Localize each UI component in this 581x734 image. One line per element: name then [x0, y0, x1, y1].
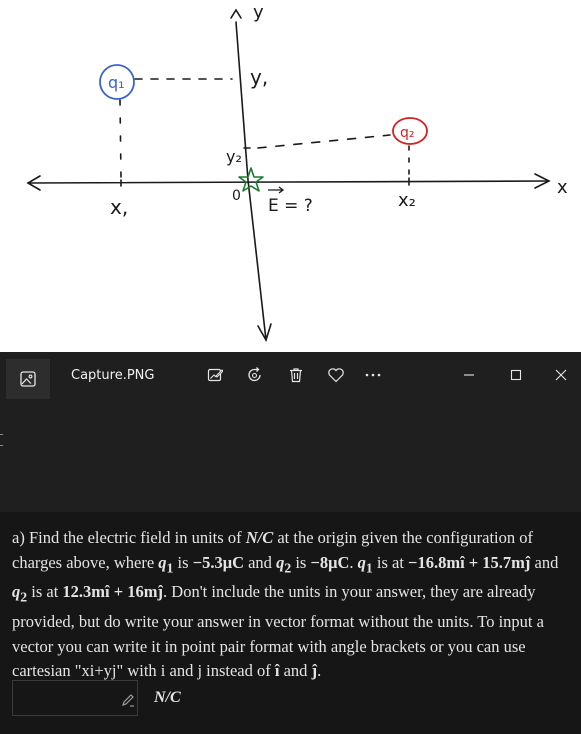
- delete-icon: [288, 367, 304, 383]
- delete-button[interactable]: [283, 352, 309, 398]
- coordinate-sketch: [0, 0, 581, 352]
- photo-icon: [19, 370, 37, 388]
- q2-symbol: q: [276, 552, 285, 572]
- axis-x-label: x: [557, 177, 568, 198]
- y1-label: y,: [250, 65, 269, 89]
- q2-symbol: q: [12, 582, 21, 602]
- question-part: is: [291, 552, 311, 572]
- close-button[interactable]: [541, 352, 581, 398]
- x-axis-line: [28, 181, 548, 183]
- minimize-icon: [463, 369, 475, 381]
- photo-viewer-window: [0, 352, 581, 734]
- favorite-button[interactable]: [323, 352, 349, 398]
- y-axis-arrow-up: [231, 10, 241, 18]
- question-part: is: [173, 552, 193, 572]
- question-part: and: [279, 661, 312, 681]
- answer-units: N/C: [154, 689, 181, 706]
- origin-star-icon: [239, 168, 263, 191]
- q1-vertical-guide: [120, 100, 121, 178]
- q1-position: −16.8mî + 15.7mĵ: [408, 552, 531, 572]
- question-part: and: [530, 552, 559, 572]
- j-hat: ĵ: [311, 661, 318, 681]
- q1-label: q₁: [108, 73, 125, 92]
- close-icon: [555, 369, 567, 381]
- question-part: is at: [27, 582, 63, 602]
- x1-label: x,: [110, 195, 129, 219]
- answer-field-wrapper: [12, 680, 138, 716]
- sketch-image: [0, 0, 581, 352]
- y2-label: y₂: [226, 147, 242, 166]
- minimize-button[interactable]: [449, 352, 489, 398]
- title-bar[interactable]: [0, 352, 581, 398]
- rotate-button[interactable]: [242, 352, 268, 398]
- field-vector-arrow: [268, 187, 283, 193]
- q2-label: q₂: [400, 125, 415, 141]
- q2-subscript: 2: [284, 559, 292, 575]
- more-icon: [364, 372, 382, 378]
- more-options-button[interactable]: [360, 352, 386, 398]
- heart-icon: [327, 367, 345, 383]
- pencil-icon: [120, 692, 136, 708]
- q2-subscript: 2: [20, 589, 28, 605]
- file-name: Capture.PNG: [71, 368, 155, 383]
- question-part: .: [317, 661, 322, 681]
- q1-subscript: 1: [166, 559, 174, 575]
- edit-image-button[interactable]: [202, 352, 228, 398]
- q1-symbol: q: [357, 552, 366, 572]
- q1-charge-value: −5.3μC: [192, 552, 244, 572]
- question-part: . Don't include the units in your answer, they are already provided, but do write your answer in vector format without the units. To input a vector you can write it in point pair format with angle brackets or you can use cartesian "xi+yj" with i and j instead of: [12, 582, 544, 681]
- q1-symbol: q: [158, 552, 167, 572]
- question-part: at the origin given the configuration of charges above, where: [12, 528, 534, 572]
- maximize-button[interactable]: [496, 352, 536, 398]
- i-hat: î: [274, 661, 280, 681]
- rotate-icon: [246, 366, 264, 384]
- question-part: and: [243, 552, 277, 572]
- app-icon-button[interactable]: [6, 359, 50, 399]
- q2-charge-value: −8μC: [310, 552, 350, 572]
- question-text: [12, 526, 574, 684]
- left-edge-marks: [0, 434, 3, 474]
- question-part: a) Find the electric field in units of: [12, 528, 246, 547]
- question-panel: [0, 512, 581, 734]
- axis-y-label: y: [253, 2, 264, 23]
- q2-position: 12.3mî + 16mĵ: [62, 582, 164, 602]
- origin-label: 0: [232, 188, 241, 204]
- field-question-label: E = ?: [268, 196, 313, 216]
- question-part: .: [349, 552, 358, 572]
- maximize-icon: [510, 369, 522, 381]
- question-part: is at: [372, 552, 409, 572]
- x2-label: x₂: [398, 190, 416, 211]
- edit-image-icon: [207, 367, 223, 383]
- answer-row: [12, 678, 181, 718]
- q2-horizontal-guide: [258, 135, 390, 148]
- unit-inline: N/C: [245, 528, 274, 547]
- q1-subscript: 1: [365, 559, 373, 575]
